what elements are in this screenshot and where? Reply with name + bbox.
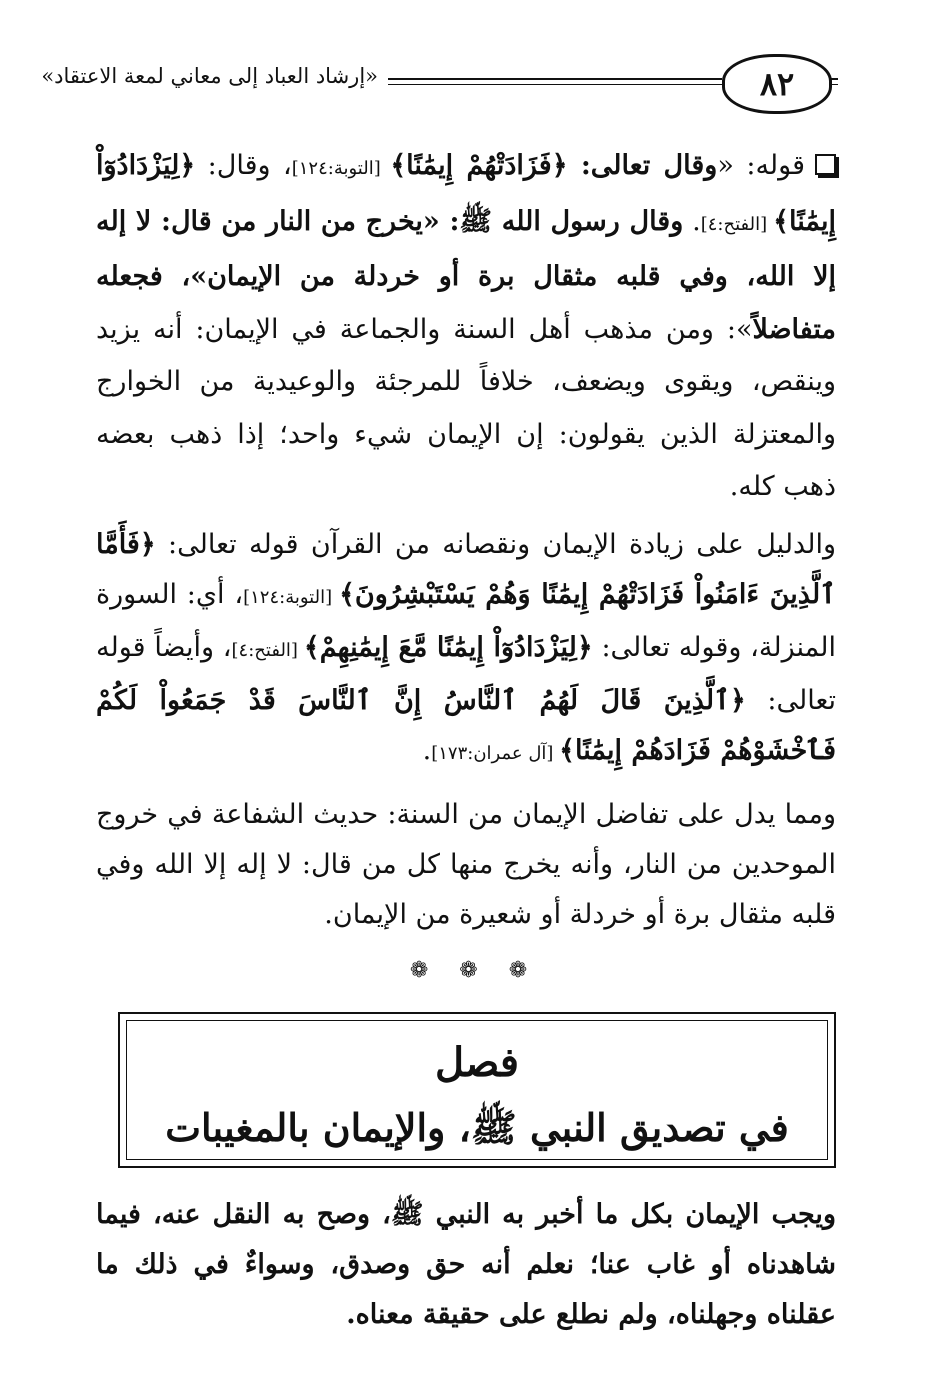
p1-verse-1: ﴿فَزَادَتْهُمْ إِيمَٰنًا﴾ — [390, 150, 568, 181]
header-rule-left — [388, 78, 722, 80]
p2-verse-3: ﴿ٱلَّذِينَ قَالَ لَهُمُ ٱلنَّاسُ إِنَّ ٱلنَّاسَ قَدْ جَمَعُواْ لَكُمْ فَٱخْشَوْهُمْ فَزَادَهُمْ إِيمَٰنًا﴾ — [96, 685, 836, 766]
p2-ref-2: [الفتح:٤] — [231, 640, 304, 661]
p2-text-1: ، أي: السورة المنزلة، وقوله تعالى: — [96, 579, 836, 663]
section-heading-inner-border — [126, 1020, 828, 1160]
page-number: ٨٢ — [722, 54, 832, 114]
paragraph-3 — [96, 790, 836, 940]
p2-intro: والدليل على زيادة الإيمان ونقصانه من القرآن قوله تعالى: — [155, 529, 836, 560]
checkbox-icon — [815, 154, 836, 175]
paragraph-2 — [96, 520, 836, 779]
p1-commentary: »: ومن مذهب أهل السنة والجماعة في الإيمان: أنه يزيد وينقص، ويقوى ويضعف، خلافاً للمرجئة والوعيدية من الخوارج والمعتزلة الذين يقولون: إن الإيمان شيء واحد؛ إذا ذهب بعضه ذهب كله. — [96, 313, 836, 502]
p3-text: ومما يدل على تفاضل الإيمان من السنة: حديث الشفاعة في خروج الموحدين من النار، وأنه يخرج منها كل من قال: لا إله إلا الله وفي قلبه مثقال برة أو خردلة أو شعيرة من الإيمان. — [96, 799, 836, 930]
section-heading-box — [118, 1012, 836, 1168]
section-subtitle: في تصديق النبي ﷺ، والإيمان بالمغيبات — [165, 1105, 789, 1150]
p1-ref-2: [الفتح:٤] — [700, 213, 774, 235]
p1-intro: قوله: « — [717, 150, 805, 181]
p2-verse-1: ﴿فَأَمَّا ٱلَّذِينَ ءَامَنُواْ فَزَادَتْهُمْ إِيمَٰنًا وَهُمْ يَسْتَبْشِرُونَ﴾ — [96, 529, 836, 610]
p1-joiner: ، وقال: — [195, 150, 292, 181]
paragraph-4 — [96, 1190, 836, 1340]
page-header — [41, 48, 838, 118]
paragraph-1 — [96, 140, 836, 514]
header-rule-left-thin — [388, 84, 722, 85]
separator-stars: ❁ ❁ ❁ — [409, 958, 540, 983]
p2-ref-3: [آل عمران:١٧٣] — [431, 743, 560, 764]
p2-ref-1: [التوبة:١٢٤] — [243, 587, 340, 608]
p1-hadith: وقال رسول الله ﷺ: «يخرج من النار من قال: لا إله إلا الله، وفي قلبه مثقال برة أو خردلة من الإيمان»، فجعله متفاضلاً — [96, 205, 836, 345]
p2-text-2: ، وأيضاً قوله تعالى: — [96, 632, 836, 716]
running-title: «إرشاد العباد إلى معاني لمعة الاعتقاد» — [41, 64, 378, 88]
p1-period: . — [683, 205, 701, 237]
p2-end: . — [422, 735, 432, 766]
p4-text: ويجب الإيمان بكل ما أخبر به النبي ﷺ، وصح به النقل عنه، فيما شاهدناه أو غاب عنا؛ نعلم أنه حق وصدق، وسواءٌ في ذلك ما عقلناه وجهلناه، ولم نطلع على حقيقة معناه. — [96, 1199, 836, 1330]
p1-verse-2: ﴿لِيَزْدَادُوٓاْ إِيمَٰنًا﴾ — [96, 150, 836, 237]
p1-quote-lead: وقال تعالى: — [567, 150, 718, 181]
p1-ref-1: [التوبة:١٢٤] — [291, 158, 391, 179]
section-title: فصل — [434, 1039, 520, 1086]
p2-verse-2: ﴿لِيَزْدَادُوٓاْ إِيمَٰنًا مَّعَ إِيمَٰنِهِمْ﴾ — [303, 632, 593, 663]
